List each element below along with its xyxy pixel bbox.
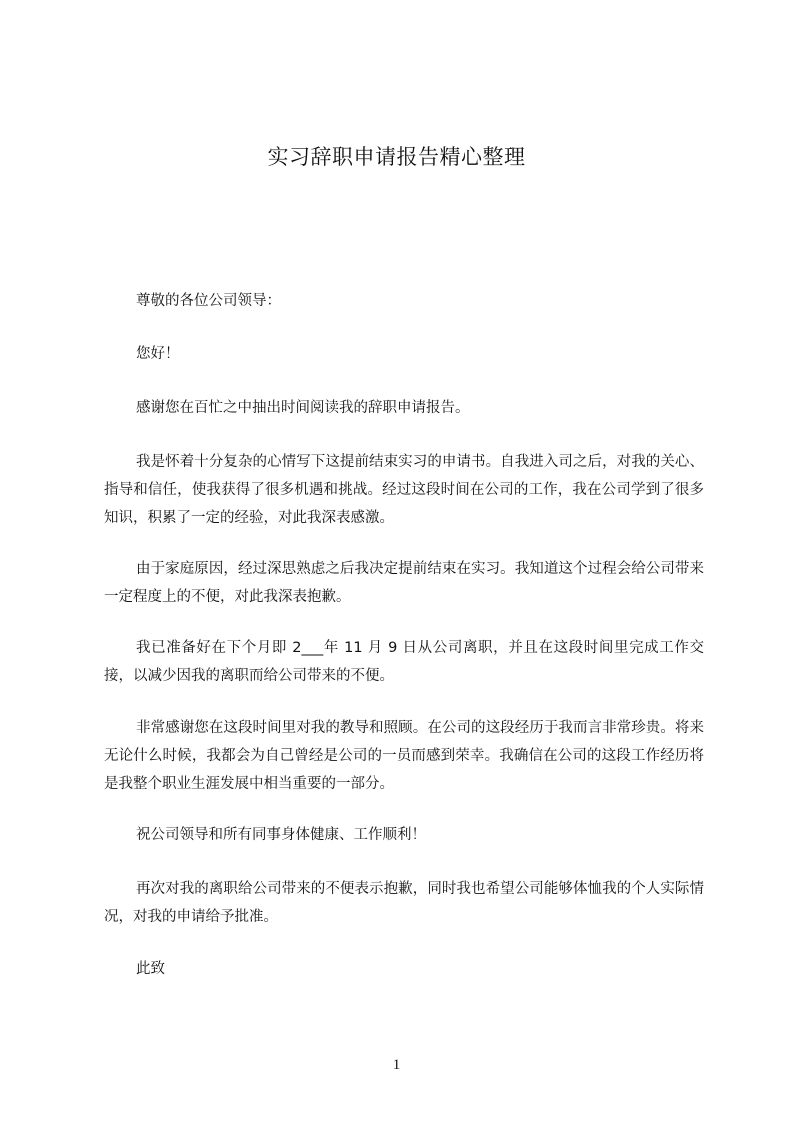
greeting: 您好！ (136, 346, 180, 362)
document-title: 实习辞职申请报告精心整理 (267, 145, 526, 169)
paragraph-feelings: 我是怀着十分复杂的心情写下这提前结束实习的申请书。自我进入司之后，对我的关心、指导和信任，使我获得了很多机遇和挑战。经过这段时间在公司的工作，我在公司学到了很多知识，积累了一定的经验，对此我深表感激。 (104, 454, 704, 526)
page-number: 1 (392, 1057, 401, 1073)
paragraph-leave-date: 我已准备好在下个月即 2___年 11 月 9 日从公司离职，并且在这段时间里完成工作交接，以减少因我的离职而给公司带来的不便。 (104, 640, 704, 684)
paragraph-apology: 再次对我的离职给公司带来的不便表示抱歉，同时我也希望公司能够体恤我的个人实际情况，对我的申请给予批准。 (104, 881, 704, 925)
closing: 此致 (136, 961, 165, 977)
paragraph-thanks: 感谢您在百忙之中抽出时间阅读我的辞职申请报告。 (136, 400, 470, 416)
paragraph-gratitude: 非常感谢您在这段时间里对我的教导和照顾。在公司的这段经历于我而言非常珍贵。将来无论什么时候，我都会为自己曾经是公司的一员而感到荣幸。我确信在公司的这段工作经历将是我整个职业生涯发展中相当重要的一部分。 (104, 720, 704, 792)
paragraph-reason: 由于家庭原因，经过深思熟虑之后我决定提前结束在实习。我知道这个过程会给公司带来一定程度上的不便，对此我深表抱歉。 (104, 561, 704, 605)
salutation: 尊敬的各位公司领导： (136, 293, 281, 309)
paragraph-wishes: 祝公司领导和所有同事身体健康、工作顺利！ (136, 827, 426, 843)
